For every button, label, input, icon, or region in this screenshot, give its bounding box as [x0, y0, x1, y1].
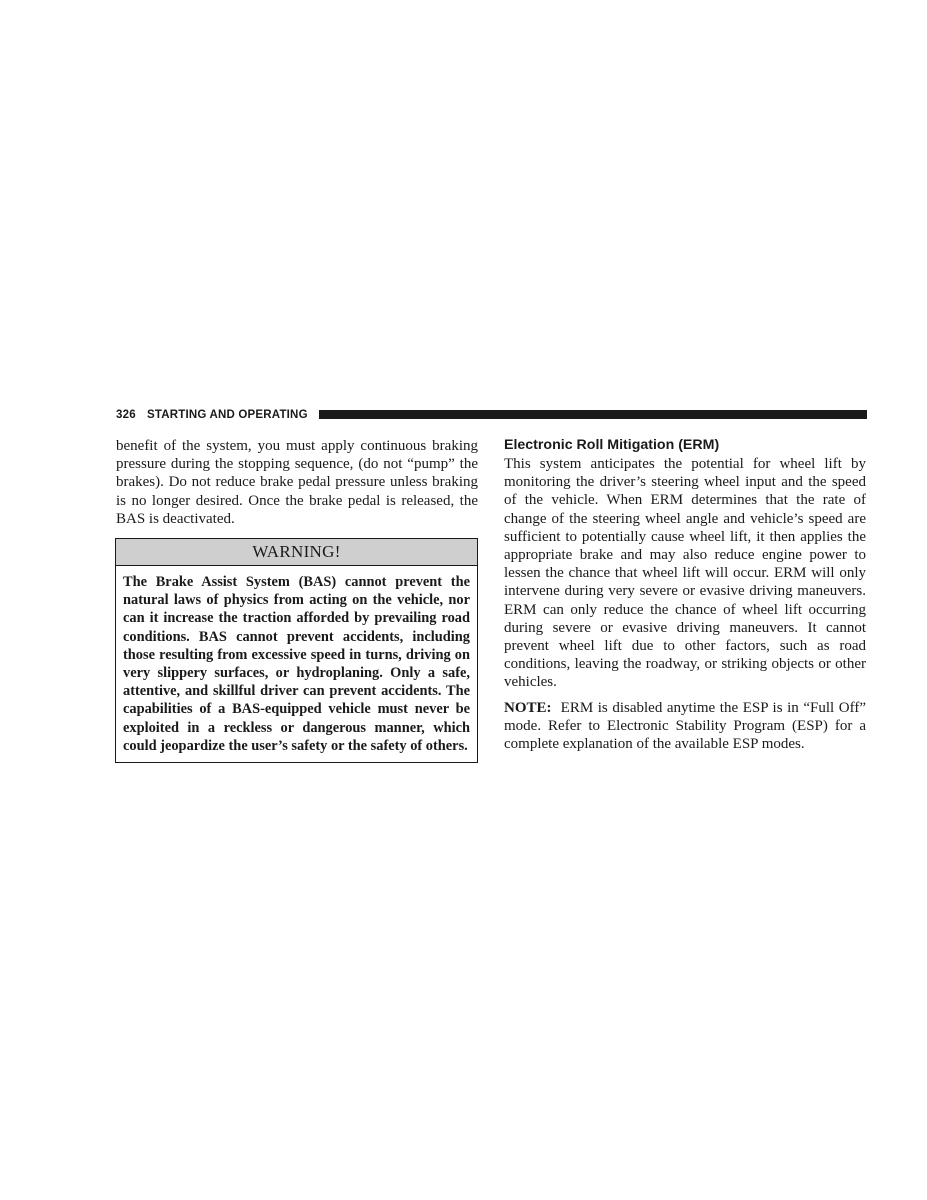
warning-box: [115, 538, 478, 763]
page-number: 326: [116, 409, 136, 421]
left-column: [116, 437, 478, 528]
erm-paragraph: This system anticipates the potential for wheel lift by monitoring the driver’s steering wheel input and the speed of the vehicle. When ERM determines that the rate of change of the steering wheel angle and vehicle’s speed are sufficient to potentially cause wheel lift, it then applies the appropriate brake and may also reduce engine power to lessen the chance that wheel lift will occur. ERM will only intervene during very severe or evasive driving maneuvers. ERM can only reduce the chance of wheel lift occurring during severe or evasive driving maneuvers. It cannot prevent wheel lift due to other factors, such as road conditions, leaving the roadway, or striking objects or other vehicles.: [504, 456, 866, 691]
continued-paragraph: benefit of the system, you must apply continuous braking pressure during the stopping sequence, (do not “pump” the brakes). Do not reduce brake pedal pressure unless braking is no longer desired. Once the brake pedal is released, the BAS is deactivated.: [116, 438, 478, 527]
note-text: ERM is disabled anytime the ESP is in “Full Off” mode. Refer to Electronic Stability Program (ESP) for a complete explanation of the available ESP modes.: [504, 699, 866, 753]
note-label: NOTE:: [504, 699, 552, 716]
warning-text: The Brake Assist System (BAS) cannot prevent the natural laws of physics from acting on the vehicle, nor can it increase the traction afforded by prevailing road conditions. BAS cannot prevent accidents, including those resulting from excessive speed in turns, driving on very slippery surfaces, or hydroplaning. Only a safe, attentive, and skillful driver can prevent accidents. The capabilities of a BAS-equipped vehicle must never be exploited in a reckless or dangerous manner, which could jeopardize the user’s safety or the safety of others.: [123, 574, 470, 754]
section-title: STARTING AND OPERATING: [147, 409, 308, 421]
page-header: [116, 408, 867, 422]
header-rule: [319, 410, 867, 419]
note-paragraph: [504, 699, 866, 754]
section-heading: Electronic Roll Mitigation (ERM): [504, 437, 720, 453]
warning-title: WARNING!: [116, 539, 477, 566]
right-column: [504, 436, 866, 753]
